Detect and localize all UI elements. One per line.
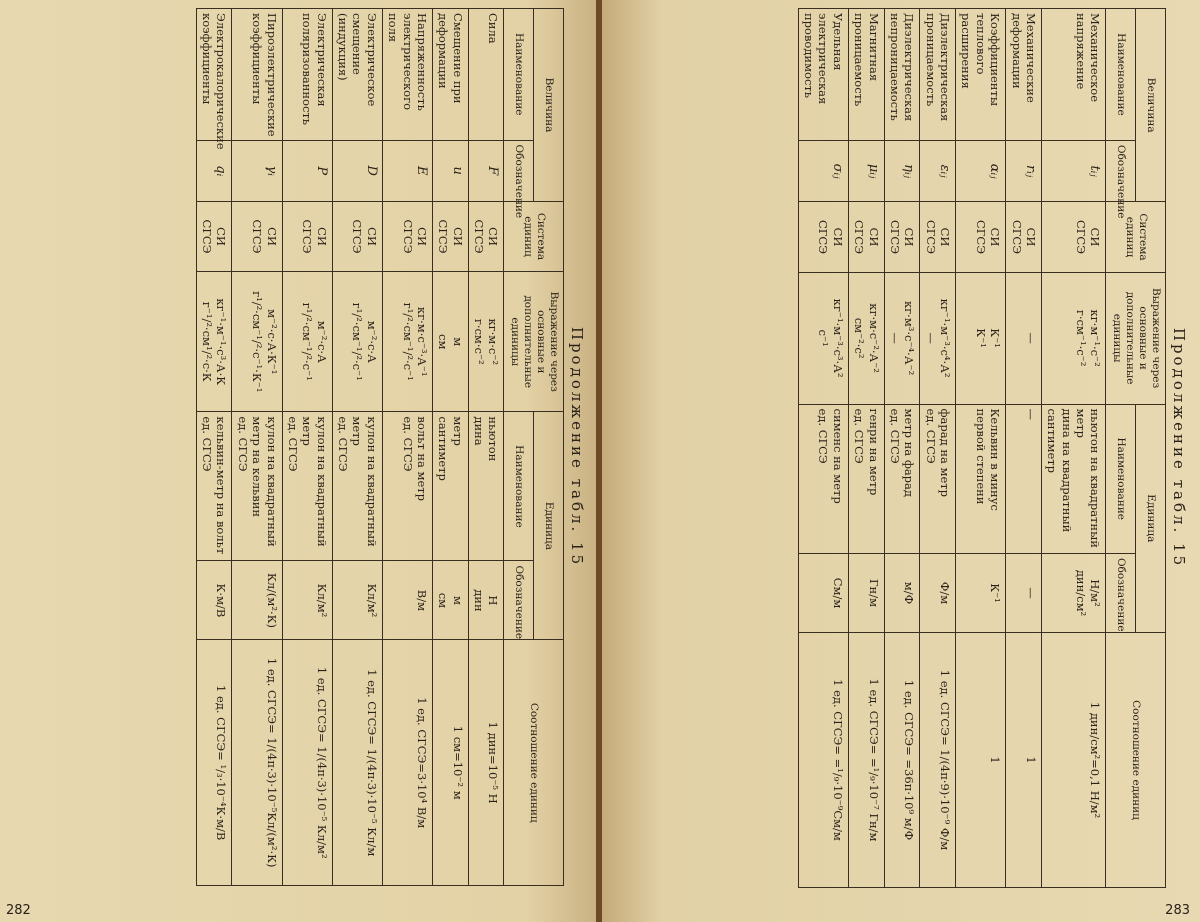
unit-relation: 1 ед. СГСЭ= =36π·10⁹ м/Ф <box>884 633 920 888</box>
unit-relation: 1 <box>1006 633 1042 888</box>
unit-symbol-line: Кл/м² <box>314 583 329 618</box>
symbol-header-right: Обозначение <box>1106 140 1136 202</box>
unit-symbol-line: Кл/(м²·К) <box>264 572 279 629</box>
unit-relation: 1 ед. СГСЭ= =¹/₉·10⁻⁷ Гн/м <box>848 633 884 888</box>
unit-expression-line: м <box>450 337 465 347</box>
unit-system <box>433 201 469 271</box>
units-table-right <box>798 8 1166 888</box>
table-row <box>884 9 920 888</box>
unit-system-line: СИ <box>938 227 953 247</box>
unit-expression-line: К⁻¹ <box>988 328 1003 348</box>
unit-expression-line: кг·м·с⁻² <box>486 318 501 366</box>
unit-name-line: ед. СГСЭ <box>286 416 300 472</box>
unit-relation: 1 дин/см²=0,1 Н/м² <box>1042 633 1107 888</box>
unit-relation: 1 дин=10⁻⁵ Н <box>468 640 504 886</box>
quantity-symbol: E <box>382 140 432 201</box>
unit-relation: 1 <box>956 633 1006 888</box>
unit-system <box>282 201 332 271</box>
table-row <box>196 9 232 886</box>
unit-system <box>232 201 282 271</box>
quantity-symbol: tᵢⱼ <box>1042 140 1107 202</box>
unit-system-line: СГСЭ <box>1009 220 1024 255</box>
unit-name-line: генри на метр <box>866 408 881 496</box>
unit-name-line: кулон на квадратный метр на кельвин <box>250 416 279 547</box>
unit-system <box>1042 202 1107 272</box>
unit-symbol-line: К·м/В <box>214 583 229 618</box>
unit-symbol-line: Ф/м <box>938 581 953 605</box>
unit-relation: 1 см=10⁻² м <box>433 640 469 886</box>
quantity-name: Коэффициенты теплового расширения <box>956 9 1006 141</box>
unit-system <box>332 201 382 271</box>
unit-symbol <box>1042 553 1107 632</box>
quantity-name: Напряженность электрического поля <box>382 9 432 141</box>
unit-symbol-line: м <box>450 595 465 605</box>
table-row <box>798 9 848 888</box>
quantity-name: Механические деформации <box>1006 9 1042 141</box>
unit-system-line: СИ <box>214 227 229 246</box>
unit-name-line: дина <box>472 416 487 446</box>
unit-system-line: СИ <box>1024 227 1038 247</box>
left-page <box>0 0 598 922</box>
unit-name <box>433 412 469 561</box>
unit-name <box>920 404 956 553</box>
unit-relation: 1 ед. СГСЭ= 1/(4π·9)·10⁻⁹ Ф/м <box>920 633 956 888</box>
relation-header-right: Соотношение единиц <box>1106 633 1166 888</box>
unit-symbol <box>382 561 432 640</box>
system-header: Система единиц <box>504 201 564 271</box>
quantity-name: Сила <box>468 9 504 141</box>
unit-expression <box>920 272 956 404</box>
unit-expression <box>196 272 232 412</box>
unit-expression <box>232 272 282 412</box>
unit-name-line: метр <box>450 416 465 446</box>
unit-relation: 1 ед. СГСЭ= =¹/₉·10⁻⁹См/м <box>798 633 848 888</box>
quantity-symbol: μᵢⱼ <box>848 140 884 202</box>
unit-symbol <box>848 553 884 632</box>
unit-symbol <box>232 561 282 640</box>
unit-expression-line: см⁻²·с² <box>852 317 867 359</box>
table-row <box>382 9 432 886</box>
quantity-header-right: Величина <box>1136 9 1166 202</box>
unit-system-line: СИ <box>988 227 1003 247</box>
unit-name <box>1006 404 1042 553</box>
unit-system-line: СГСЭ <box>400 219 415 254</box>
quantity-symbol: D <box>332 140 382 201</box>
unit-expression <box>332 272 382 412</box>
unit-system-line: СГСЭ <box>350 219 365 254</box>
unit-header: Единица <box>534 412 564 640</box>
unit-name-line: ед. СГСЭ <box>235 416 250 472</box>
unit-system-line: СИ <box>1088 227 1103 247</box>
unit-expression-line: г¹/²·см⁻¹/²·с⁻¹ <box>350 302 365 381</box>
quantity-name: Электрическое смещение (индукция) <box>332 9 382 141</box>
name-header: Наименование <box>504 9 534 141</box>
unit-system-line: СИ <box>866 227 881 247</box>
unit-name <box>382 412 432 561</box>
quantity-header: Величина <box>534 9 564 202</box>
unit-symbol-line: Н/м² <box>1088 579 1103 607</box>
unit-name-line: Кельвин в минус первой степени <box>973 408 1003 511</box>
table-row <box>433 9 469 886</box>
unit-symbol <box>332 561 382 640</box>
right-page-content <box>617 8 1192 888</box>
unit-name <box>282 412 332 561</box>
unit-name-line: ед. СГСЭ <box>923 408 938 464</box>
unit-name <box>232 412 282 561</box>
name-header-right: Наименование <box>1106 9 1136 141</box>
unit-expression-line: кг⁻¹·м⁻¹·с³·А·К <box>214 298 229 386</box>
unit-expression-line: кг·м³·с⁻⁴·А⁻² <box>902 300 917 376</box>
unit-symbol-line: дин/см² <box>1074 569 1089 617</box>
continuation-header: Продолжение табл. 15 <box>568 326 586 568</box>
unit-expression-line: г⁻¹/²·см¹/²·с·К <box>200 301 215 382</box>
unit-name-line: ед. СГСЭ <box>400 416 415 472</box>
table-row <box>956 9 1006 888</box>
unit-name <box>1042 404 1107 553</box>
unit-symbol <box>884 553 920 632</box>
unit-expression-line: — <box>923 332 938 344</box>
table-row <box>920 9 956 888</box>
unit-system-line: СГСЭ <box>472 219 487 254</box>
expression-header: Выражение через основные и дополнительные единицы <box>504 272 564 412</box>
left-page-content <box>15 8 590 886</box>
unit-name-header: Наименование <box>504 412 534 561</box>
unit-expression-line: м⁻²·с·А·К⁻¹ <box>264 309 279 375</box>
unit-expression <box>382 272 432 412</box>
unit-symbol <box>196 561 232 640</box>
unit-system-line: СИ <box>486 227 501 246</box>
unit-name-line: ед. СГСЭ <box>888 408 902 464</box>
unit-system-line: СИ <box>830 227 845 247</box>
unit-symbol <box>956 553 1006 632</box>
unit-expression <box>1006 272 1042 404</box>
unit-symbol <box>282 561 332 640</box>
unit-symbol-line: См/м <box>830 577 845 609</box>
unit-expression-line: г¹/²·см⁻¹/²·с⁻¹ <box>300 302 315 381</box>
unit-name-line: ед. СГСЭ <box>852 408 867 464</box>
unit-system-line: СГСЭ <box>888 220 902 255</box>
unit-system <box>382 201 432 271</box>
table-row <box>1042 9 1107 888</box>
unit-symbol-line: см <box>436 592 451 609</box>
unit-expression-line: г¹/²·см⁻¹/²·с⁻¹·К⁻¹ <box>250 291 265 393</box>
unit-expression-line: см <box>436 334 451 350</box>
unit-name-line: дина на квадратный сантиметр <box>1045 408 1074 533</box>
unit-symbol-line: Н <box>486 595 501 606</box>
quantity-name: Магнитная проницаемость <box>848 9 884 141</box>
unit-expression-line: м⁻²·с·А <box>314 320 329 363</box>
unit-system <box>798 202 848 272</box>
unit-expression-line: К⁻¹ <box>973 328 988 348</box>
unit-name-line: метр на фарад <box>902 408 917 497</box>
unit-system-line: СГСЭ <box>436 219 451 254</box>
unit-symbol <box>920 553 956 632</box>
quantity-symbol: rᵢⱼ <box>1006 140 1042 202</box>
quantity-name: Электрокалорические коэффициенты <box>196 9 232 141</box>
unit-symbol-line: дин <box>472 589 487 612</box>
quantity-name: Удельная электрическая проводимость <box>798 9 848 141</box>
unit-name-line: сантиметр <box>436 416 451 481</box>
unit-name-header-right: Наименование <box>1106 404 1136 553</box>
unit-expression-line: кг·м⁻¹·с⁻² <box>1088 309 1103 367</box>
unit-expression <box>282 272 332 412</box>
table-row <box>848 9 884 888</box>
table-row <box>468 9 504 886</box>
unit-relation: 1 ед. СГСЭ= 1/(4π·3)·10⁻⁵Кл/(м²·К) <box>232 640 282 886</box>
unit-symbol-header-right: Обозначение <box>1106 553 1136 632</box>
quantity-name: Электрическая поляризованность <box>282 9 332 141</box>
unit-expression <box>468 272 504 412</box>
unit-expression-line: — <box>888 332 902 344</box>
unit-symbol-line: м/Ф <box>902 581 917 605</box>
unit-name <box>798 404 848 553</box>
quantity-symbol: αᵢⱼ <box>956 140 1006 202</box>
quantity-symbol: qᵢ <box>196 140 232 201</box>
unit-name-line: сименс на метр <box>830 408 845 504</box>
unit-name-line: — <box>1024 408 1038 421</box>
unit-name-line: кельвин-метр на вольт <box>214 416 229 555</box>
unit-name-line: ед. СГСЭ <box>200 416 215 472</box>
unit-system-line: СИ <box>902 227 917 247</box>
quantity-name: Механическое напряжение <box>1042 9 1107 141</box>
unit-system-line: СГСЭ <box>852 220 867 255</box>
unit-expression-line: г¹/²·см⁻¹/²·с⁻¹ <box>400 302 415 381</box>
unit-expression-line: г·см⁻¹·с⁻² <box>1074 309 1089 367</box>
unit-system <box>196 201 232 271</box>
unit-name-line: фарад на метр <box>938 408 953 497</box>
unit-symbol-line: К⁻¹ <box>988 583 1003 603</box>
unit-system <box>884 202 920 272</box>
continuation-header-right: Продолжение табл. 15 <box>1170 327 1188 569</box>
unit-name <box>884 404 920 553</box>
unit-system-line: СИ <box>415 227 429 246</box>
unit-system <box>1006 202 1042 272</box>
unit-system <box>920 202 956 272</box>
unit-name-line: ед. СГСЭ <box>336 416 351 472</box>
unit-expression <box>433 272 469 412</box>
unit-name-line: ед. СГСЭ <box>816 408 831 464</box>
system-header-right: Система единиц <box>1106 202 1166 272</box>
unit-expression-line: г·см·с⁻² <box>472 318 487 365</box>
expression-header-right: Выражение через основные и дополнительные единицы <box>1106 272 1166 404</box>
unit-expression-line: кг⁻¹·м⁻³·с⁴·А² <box>938 298 953 378</box>
unit-system-line: СГСЭ <box>200 219 215 254</box>
unit-header-right: Единица <box>1136 404 1166 633</box>
unit-relation: 1 ед. СГСЭ=3·10⁴ В/м <box>382 640 432 886</box>
unit-expression <box>956 272 1006 404</box>
table-body-right <box>798 9 1106 888</box>
unit-symbol <box>1006 553 1042 632</box>
relation-header: Соотношение единиц <box>504 640 564 886</box>
quantity-name: Диэлектрическая проницаемость <box>920 9 956 141</box>
quantity-symbol: γᵢ <box>232 140 282 201</box>
unit-expression <box>848 272 884 404</box>
unit-expression-line: м⁻²·с·А <box>364 320 379 363</box>
unit-system-line: СГСЭ <box>973 220 988 255</box>
unit-symbol <box>468 561 504 640</box>
table-row <box>1006 9 1042 888</box>
unit-system <box>468 201 504 271</box>
unit-system <box>956 202 1006 272</box>
quantity-symbol: ηᵢⱼ <box>884 140 920 202</box>
quantity-symbol: εᵢⱼ <box>920 140 956 202</box>
unit-system <box>848 202 884 272</box>
unit-expression <box>1042 272 1107 404</box>
unit-name <box>196 412 232 561</box>
page-number-right: 283 <box>1165 903 1190 918</box>
unit-system-line: СИ <box>264 227 279 246</box>
unit-system-line: СИ <box>364 227 379 246</box>
unit-expression-line: кг·м·с⁻²·А⁻² <box>866 303 881 373</box>
unit-relation: 1 ед. СГСЭ= ¹/₃·10⁻⁴К·м/В <box>196 640 232 886</box>
symbol-header: Обозначение <box>504 140 534 201</box>
unit-expression-line: — <box>1024 332 1038 344</box>
unit-symbol-line: — <box>1024 587 1038 599</box>
table-row <box>332 9 382 886</box>
table-body-left <box>196 9 504 886</box>
unit-name-line: вольт на метр <box>415 416 429 502</box>
table-row <box>232 9 282 886</box>
unit-system-line: СИ <box>450 227 465 246</box>
unit-system-line: СГСЭ <box>300 219 315 254</box>
unit-system-line: СГСЭ <box>250 219 265 254</box>
quantity-symbol: F <box>468 140 504 201</box>
unit-symbol-header: Обозначение <box>504 561 534 640</box>
unit-expression <box>884 272 920 404</box>
unit-symbol <box>433 561 469 640</box>
unit-expression <box>798 272 848 404</box>
quantity-name: Пироэлектрические коэффициенты <box>232 9 282 141</box>
quantity-name: Диэлектрическая непроницаемость <box>884 9 920 141</box>
unit-expression-line: кг·м·с⁻³·А⁻¹ <box>415 306 429 377</box>
unit-symbol <box>798 553 848 632</box>
unit-expression-line: кг⁻¹·м⁻³·с³·А² <box>830 298 845 378</box>
unit-expression-line: с⁻¹ <box>816 329 831 347</box>
right-page <box>602 0 1200 922</box>
units-table-left <box>196 8 564 886</box>
unit-system-line: СГСЭ <box>816 220 831 255</box>
unit-relation: 1 ед. СГСЭ= 1/(4π·3)·10⁻⁵ Кл/м <box>332 640 382 886</box>
unit-system-line: СГСЭ <box>1074 220 1089 255</box>
quantity-symbol: σᵢⱼ <box>798 140 848 202</box>
unit-system-line: СГСЭ <box>923 220 938 255</box>
unit-name-line: кулон на квадратный метр <box>350 416 379 547</box>
quantity-name: Смещение при деформации <box>433 9 469 141</box>
unit-name <box>332 412 382 561</box>
unit-name-line: ньютон <box>486 416 501 462</box>
unit-symbol-line: Кл/м² <box>364 583 379 618</box>
unit-name-line: ньютон на квадратный метр <box>1074 408 1103 548</box>
unit-name <box>848 404 884 553</box>
unit-name <box>468 412 504 561</box>
unit-name <box>956 404 1006 553</box>
quantity-symbol: u <box>433 140 469 201</box>
unit-system-line: СИ <box>314 227 329 246</box>
unit-symbol-line: Гн/м <box>866 578 881 608</box>
page-number-left: 282 <box>6 903 31 918</box>
unit-name-line: кулон на квадратный метр <box>300 416 329 547</box>
unit-symbol-line: В/м <box>415 589 429 612</box>
unit-relation: 1 ед. СГСЭ= 1/(4π·3)·10⁻⁵ Кл/м² <box>282 640 332 886</box>
table-row <box>282 9 332 886</box>
quantity-symbol: P <box>282 140 332 201</box>
